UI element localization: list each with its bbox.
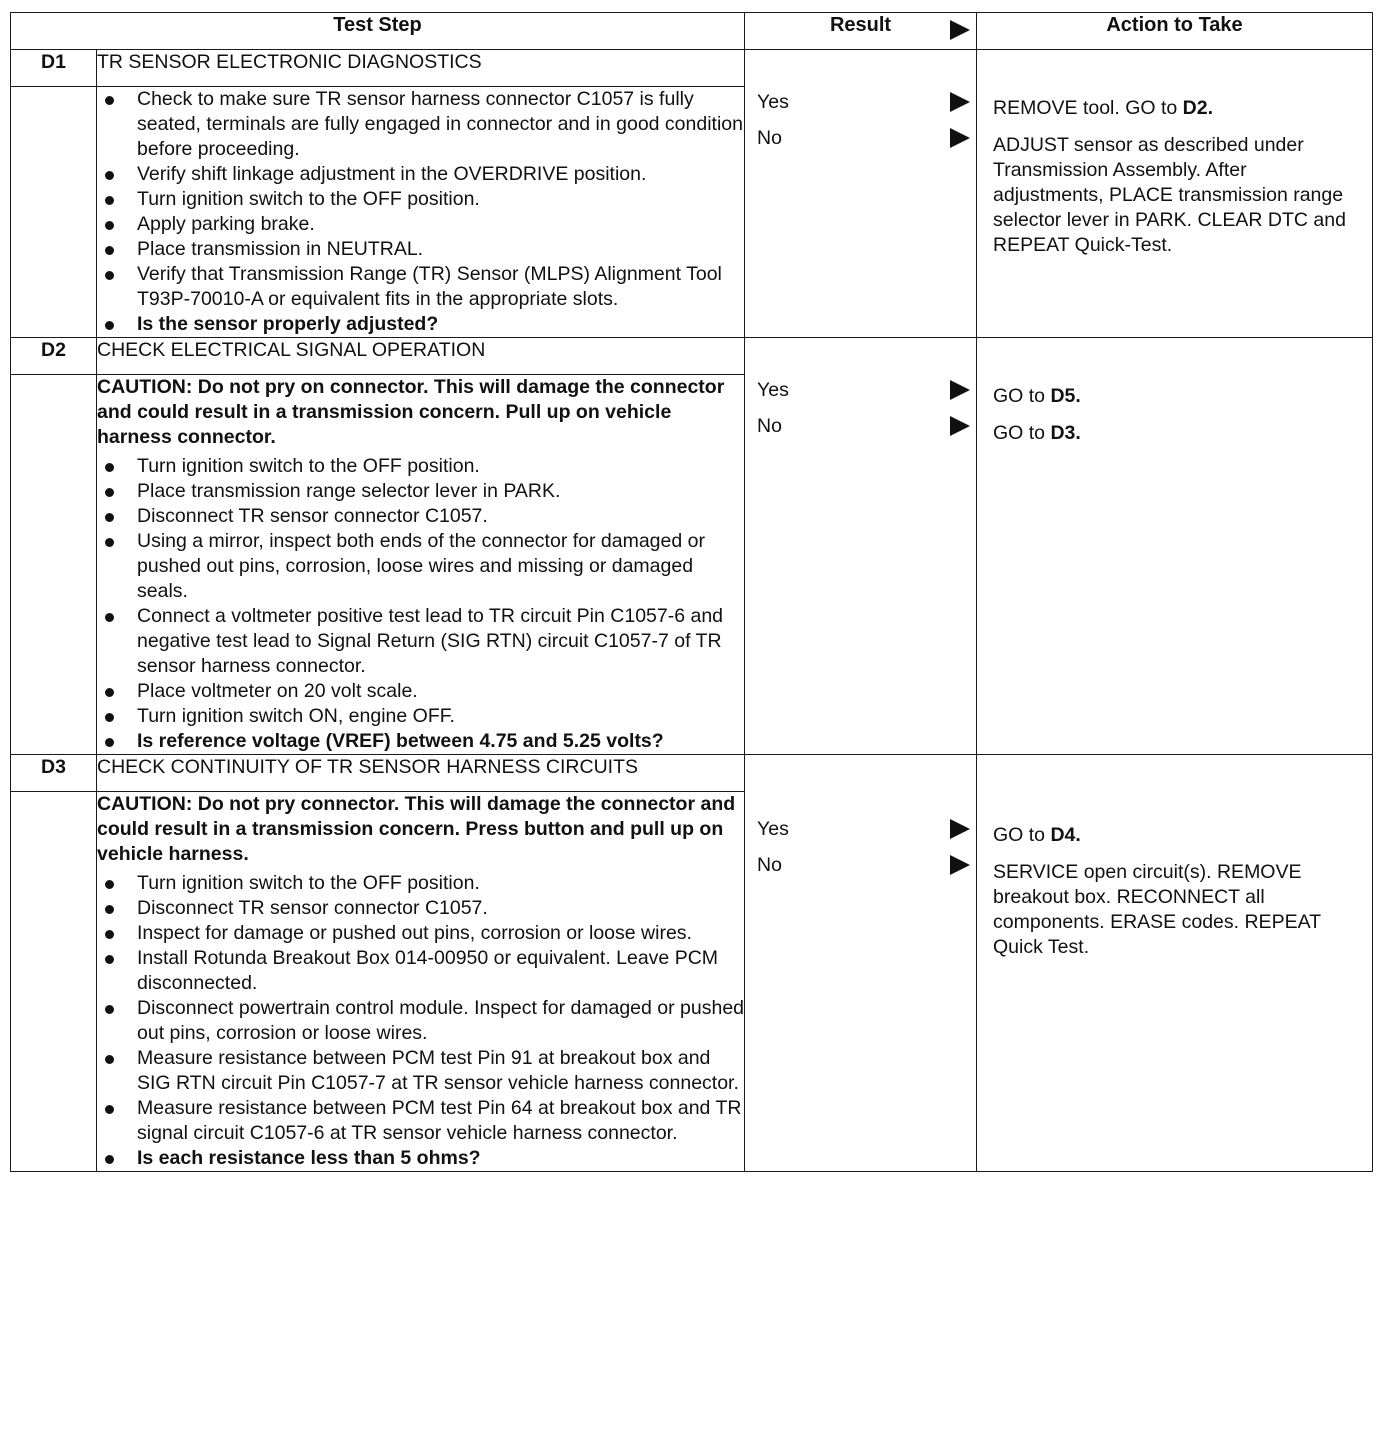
action-no-target: D3.	[1050, 422, 1081, 444]
list-item: Apply parking brake.	[97, 212, 744, 237]
action-no	[977, 854, 1372, 966]
result-yes-label: Yes	[757, 379, 789, 401]
step-d1-actions	[977, 50, 1373, 338]
result-yes	[745, 811, 976, 847]
step-d3-results	[745, 755, 977, 1172]
list-item: Place voltmeter on 20 volt scale.	[97, 679, 744, 704]
header-result	[745, 13, 977, 50]
result-yes	[745, 84, 976, 120]
result-no	[745, 120, 976, 156]
action-no	[977, 415, 1372, 452]
list-item: Verify shift linkage adjustment in the OVERDRIVE position.	[97, 162, 744, 187]
action-no-text: ADJUST sensor as described under Transmission Assembly. After adjustments, PLACE transmission range selector lever in PARK. CLEAR DTC and REPEAT Quick-Test.	[993, 134, 1346, 256]
step-d2-id: D2	[11, 338, 97, 375]
list-item: Measure resistance between PCM test Pin 91 at breakout box and SIG RTN circuit Pin C1057-7 at TR sensor vehicle harness connector.	[97, 1046, 744, 1096]
action-yes	[977, 817, 1372, 854]
result-no-label: No	[757, 415, 782, 437]
step-d3-actions	[977, 755, 1373, 1172]
step-d2-title: CHECK ELECTRICAL SIGNAL OPERATION	[97, 338, 745, 375]
list-item: Turn ignition switch to the OFF position.	[97, 871, 744, 896]
arrow-right-icon	[950, 416, 970, 436]
result-no-label: No	[757, 854, 782, 876]
step-d1-body	[97, 87, 745, 338]
step-d2-results	[745, 338, 977, 755]
action-yes	[977, 90, 1372, 127]
step-d1-title: TR SENSOR ELECTRONIC DIAGNOSTICS	[97, 50, 745, 87]
list-item: Place transmission in NEUTRAL.	[97, 237, 744, 262]
list-item: Check to make sure TR sensor harness connector C1057 is fully seated, terminals are fully engaged in connector and in good condition before proceeding.	[97, 87, 744, 162]
question-item: Is each resistance less than 5 ohms?	[97, 1146, 744, 1171]
list-item: Verify that Transmission Range (TR) Sensor (MLPS) Alignment Tool T93P-70010-A or equivalent fits in the appropriate slots.	[97, 262, 744, 312]
arrow-right-icon	[950, 855, 970, 875]
caution-text: CAUTION: Do not pry on connector. This will damage the connector and could result in a transmission concern. Pull up on vehicle harness connector.	[97, 376, 725, 448]
list-item: Turn ignition switch to the OFF position.	[97, 187, 744, 212]
step-d3-spacer	[11, 792, 97, 1172]
list-item: Measure resistance between PCM test Pin 64 at breakout box and TR signal circuit C1057-6 at TR sensor vehicle harness connector.	[97, 1096, 744, 1146]
result-no	[745, 847, 976, 883]
result-yes-label: Yes	[757, 818, 789, 840]
list-item: Turn ignition switch to the OFF position.	[97, 454, 744, 479]
list-item: Disconnect TR sensor connector C1057.	[97, 896, 744, 921]
step-d2-bullet-list	[97, 454, 744, 754]
result-yes-label: Yes	[757, 91, 789, 113]
action-yes	[977, 378, 1372, 415]
step-d2-body	[97, 375, 745, 755]
header-test-step: Test Step	[11, 13, 745, 50]
arrow-right-icon	[950, 380, 970, 400]
diagnostic-table	[10, 12, 1373, 1172]
step-d3-title: CHECK CONTINUITY OF TR SENSOR HARNESS CIRCUITS	[97, 755, 745, 792]
step-d3-id: D3	[11, 755, 97, 792]
step-d3-title-row	[11, 755, 1373, 792]
arrow-right-icon	[950, 128, 970, 148]
step-d1-results	[745, 50, 977, 338]
action-yes-text: GO to	[993, 824, 1051, 846]
caution-text: CAUTION: Do not pry connector. This will damage the connector and could result in a transmission concern. Press button and pull up on vehicle harness.	[97, 793, 736, 865]
header-action: Action to Take	[977, 13, 1373, 50]
step-d1-title-row	[11, 50, 1373, 87]
question-item: Is the sensor properly adjusted?	[97, 312, 744, 337]
arrow-right-icon	[950, 819, 970, 839]
action-yes-target: D4.	[1050, 824, 1081, 846]
arrow-right-icon	[950, 20, 970, 40]
list-item: Disconnect powertrain control module. Inspect for damaged or pushed out pins, corrosion or loose wires.	[97, 996, 744, 1046]
step-d2-title-row	[11, 338, 1373, 375]
action-yes-text: GO to	[993, 385, 1051, 407]
step-d3-bullet-list	[97, 871, 744, 1171]
result-yes	[745, 372, 976, 408]
action-yes-target: D2.	[1182, 97, 1214, 119]
arrow-right-icon	[950, 92, 970, 112]
action-no-text: SERVICE open circuit(s). REMOVE breakout box. RECONNECT all components. ERASE codes. REPEAT Quick Test.	[993, 861, 1321, 958]
list-item: Inspect for damage or pushed out pins, corrosion or loose wires.	[97, 921, 744, 946]
result-no-label: No	[757, 127, 782, 149]
action-yes-text: REMOVE tool. GO to	[993, 97, 1183, 119]
step-d2-actions	[977, 338, 1373, 755]
list-item: Place transmission range selector lever in PARK.	[97, 479, 744, 504]
list-item: Connect a voltmeter positive test lead to TR circuit Pin C1057-6 and negative test lead to Signal Return (SIG RTN) circuit C1057-7 of TR sensor harness connector.	[97, 604, 744, 679]
action-yes-target: D5.	[1050, 385, 1081, 407]
table-header-row	[11, 13, 1373, 50]
step-d2-spacer	[11, 375, 97, 755]
action-no	[977, 127, 1372, 264]
step-d1-bullet-list	[97, 87, 744, 337]
result-no	[745, 408, 976, 444]
list-item: Disconnect TR sensor connector C1057.	[97, 504, 744, 529]
action-no-text: GO to	[993, 422, 1051, 444]
list-item: Turn ignition switch ON, engine OFF.	[97, 704, 744, 729]
question-item: Is reference voltage (VREF) between 4.75 and 5.25 volts?	[97, 729, 744, 754]
step-d1-id: D1	[11, 50, 97, 87]
header-result-label: Result	[829, 14, 892, 36]
list-item: Install Rotunda Breakout Box 014-00950 or equivalent. Leave PCM disconnected.	[97, 946, 744, 996]
list-item: Using a mirror, inspect both ends of the connector for damaged or pushed out pins, corrosion, loose wires and missing or damaged seals.	[97, 529, 744, 604]
step-d1-spacer	[11, 87, 97, 338]
step-d3-body	[97, 792, 745, 1172]
